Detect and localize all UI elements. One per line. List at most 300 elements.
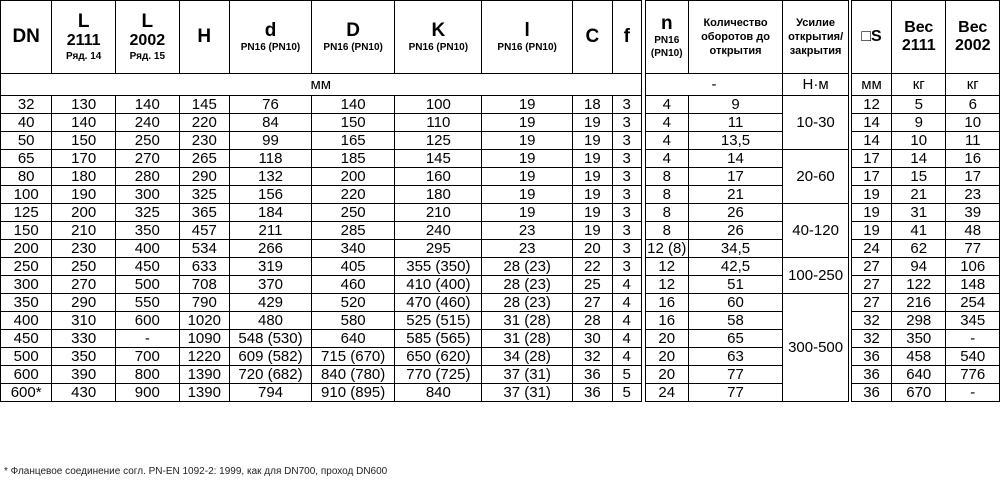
cell-c: 20 xyxy=(572,240,612,258)
cell-turns: 13,5 xyxy=(688,132,782,150)
cell-w1: 5 xyxy=(892,96,946,114)
cell-c: 25 xyxy=(572,276,612,294)
cell-k: 145 xyxy=(395,150,482,168)
cell-force: 10-30 xyxy=(783,96,849,150)
header-h xyxy=(179,1,229,74)
cell-k: 470 (460) xyxy=(395,294,482,312)
cell-w2: 39 xyxy=(946,204,1000,222)
cell-s: 19 xyxy=(852,222,892,240)
cell-k: 100 xyxy=(395,96,482,114)
cell-c: 19 xyxy=(572,168,612,186)
cell-l1: 250 xyxy=(52,258,116,276)
cell-l2: 325 xyxy=(115,204,179,222)
cell-D: 520 xyxy=(312,294,395,312)
cell-D: 150 xyxy=(312,114,395,132)
unit-kg-1: кг xyxy=(892,74,946,96)
cell-s: 32 xyxy=(852,330,892,348)
cell-f: 3 xyxy=(612,168,641,186)
cell-s: 14 xyxy=(852,132,892,150)
cell-n: 20 xyxy=(645,348,688,366)
cell-turns: 58 xyxy=(688,312,782,330)
cell-w1: 458 xyxy=(892,348,946,366)
cell-l: 19 xyxy=(482,186,572,204)
footnote: * Фланцевое соединение согл. PN-EN 1092-2: 1999, как для DN700, проход DN600 xyxy=(4,466,388,477)
cell-dn: 250 xyxy=(1,258,52,276)
cell-f: 4 xyxy=(612,348,641,366)
cell-w1: 21 xyxy=(892,186,946,204)
cell-d: 99 xyxy=(229,132,311,150)
cell-k: 210 xyxy=(395,204,482,222)
cell-f: 3 xyxy=(612,186,641,204)
cell-force: 20-60 xyxy=(783,150,849,204)
cell-d: 480 xyxy=(229,312,311,330)
cell-f: 3 xyxy=(612,240,641,258)
cell-w2: 10 xyxy=(946,114,1000,132)
cell-turns: 17 xyxy=(688,168,782,186)
cell-dn: 600* xyxy=(1,384,52,402)
cell-h: 1390 xyxy=(179,384,229,402)
cell-n: 8 xyxy=(645,204,688,222)
cell-D: 200 xyxy=(312,168,395,186)
cell-f: 4 xyxy=(612,276,641,294)
cell-n: 8 xyxy=(645,186,688,204)
header-k xyxy=(395,1,482,74)
header-d-label: d xyxy=(264,19,277,41)
cell-n: 8 xyxy=(645,168,688,186)
header-bigd-label: D xyxy=(346,19,360,41)
cell-f: 4 xyxy=(612,294,641,312)
cell-d: 211 xyxy=(229,222,311,240)
cell-l1: 200 xyxy=(52,204,116,222)
cell-d: 132 xyxy=(229,168,311,186)
cell-l: 19 xyxy=(482,132,572,150)
cell-s: 19 xyxy=(852,186,892,204)
cell-c: 30 xyxy=(572,330,612,348)
cell-k: 240 xyxy=(395,222,482,240)
cell-l: 37 (31) xyxy=(482,384,572,402)
cell-s: 14 xyxy=(852,114,892,132)
table-row xyxy=(1,96,1000,114)
cell-k: 840 xyxy=(395,384,482,402)
cell-l: 28 (23) xyxy=(482,258,572,276)
cell-turns: 65 xyxy=(688,330,782,348)
cell-h: 325 xyxy=(179,186,229,204)
cell-force: 40-120 xyxy=(783,204,849,258)
header-l-2111 xyxy=(52,1,116,74)
unit-mm-s: мм xyxy=(852,74,892,96)
cell-n: 4 xyxy=(645,150,688,168)
cell-l2: 270 xyxy=(115,150,179,168)
unit-nm: Н·м xyxy=(783,74,849,96)
cell-w1: 670 xyxy=(892,384,946,402)
cell-l1: 310 xyxy=(52,312,116,330)
cell-d: 319 xyxy=(229,258,311,276)
cell-c: 18 xyxy=(572,96,612,114)
cell-d: 429 xyxy=(229,294,311,312)
cell-w1: 122 xyxy=(892,276,946,294)
cell-n: 12 (8) xyxy=(647,239,687,257)
cell-D: 220 xyxy=(312,186,395,204)
header-d-small xyxy=(229,1,311,74)
header-l1-main: L xyxy=(77,10,90,32)
cell-k: 770 (725) xyxy=(395,366,482,384)
header-l1-row: Ряд. 14 xyxy=(65,50,102,62)
cell-s: 17 xyxy=(852,168,892,186)
cell-l2: 800 xyxy=(115,366,179,384)
header-h-label: H xyxy=(197,26,212,47)
cell-dn: 450 xyxy=(1,330,52,348)
units-row xyxy=(1,74,1000,96)
cell-dn: 600 xyxy=(1,366,52,384)
table-row xyxy=(1,294,1000,312)
cell-turns: 11 xyxy=(688,114,782,132)
header-k-sub: PN16 (PN10) xyxy=(408,41,469,53)
cell-dn: 150 xyxy=(1,222,52,240)
cell-w2: 148 xyxy=(946,276,1000,294)
cell-n: 16 xyxy=(645,312,688,330)
header-f xyxy=(612,1,641,74)
cell-w1: 41 xyxy=(892,222,946,240)
cell-l1: 140 xyxy=(52,114,116,132)
cell-l: 31 (28) xyxy=(482,330,572,348)
cell-d: 266 xyxy=(229,240,311,258)
cell-c: 36 xyxy=(572,384,612,402)
header-l-sub: PN16 (PN10) xyxy=(497,41,557,53)
header-turns xyxy=(688,1,782,74)
cell-D: 580 xyxy=(312,312,395,330)
header-dn xyxy=(1,1,52,74)
header-w1-sub: 2111 xyxy=(901,37,936,54)
header-l-small xyxy=(482,1,572,74)
header-force xyxy=(783,1,849,74)
cell-w2: 77 xyxy=(946,240,1000,258)
cell-c: 19 xyxy=(572,186,612,204)
cell-D: 910 (895) xyxy=(312,384,395,402)
cell-h: 534 xyxy=(179,240,229,258)
cell-l1: 150 xyxy=(52,132,116,150)
header-n-sub1: PN16 xyxy=(654,35,680,46)
cell-f: 3 xyxy=(612,96,641,114)
header-force-label: Усилие открытия/ закрытия xyxy=(788,17,844,57)
cell-k: 180 xyxy=(395,186,482,204)
cell-turns: 51 xyxy=(688,276,782,294)
cell-l: 19 xyxy=(482,204,572,222)
cell-w2: 17 xyxy=(946,168,1000,186)
cell-D: 250 xyxy=(312,204,395,222)
cell-turns: 34,5 xyxy=(688,240,782,258)
cell-n: 20 xyxy=(645,330,688,348)
header-c-label: C xyxy=(585,26,600,47)
cell-w2: 106 xyxy=(946,258,1000,276)
cell-h: 457 xyxy=(179,222,229,240)
cell-w1: 298 xyxy=(892,312,946,330)
cell-d: 184 xyxy=(229,204,311,222)
cell-w2: 6 xyxy=(946,96,1000,114)
cell-f: 3 xyxy=(612,132,641,150)
cell-turns: 77 xyxy=(688,384,782,402)
cell-l: 23 xyxy=(482,222,572,240)
cell-turns: 14 xyxy=(688,150,782,168)
cell-s: 27 xyxy=(852,294,892,312)
cell-dn: 500 xyxy=(1,348,52,366)
cell-w2: - xyxy=(946,384,1000,402)
cell-l1: 270 xyxy=(52,276,116,294)
cell-turns: 77 xyxy=(688,366,782,384)
cell-s: 32 xyxy=(852,312,892,330)
cell-d: 118 xyxy=(229,150,311,168)
cell-c: 28 xyxy=(572,312,612,330)
table-row xyxy=(1,276,1000,294)
header-f-label: f xyxy=(623,26,630,47)
cell-turns: 21 xyxy=(688,186,782,204)
cell-l: 19 xyxy=(482,168,572,186)
cell-D: 840 (780) xyxy=(312,366,395,384)
header-s-label: □S xyxy=(861,28,882,45)
cell-c: 36 xyxy=(572,366,612,384)
cell-h: 230 xyxy=(179,132,229,150)
unit-mm: мм xyxy=(1,74,642,96)
table-row xyxy=(1,384,1000,402)
cell-l: 31 (28) xyxy=(482,312,572,330)
header-n-label: n xyxy=(660,13,673,34)
cell-l: 28 (23) xyxy=(482,276,572,294)
cell-l2: 300 xyxy=(115,186,179,204)
cell-n: 20 xyxy=(645,366,688,384)
cell-d: 609 (582) xyxy=(229,348,311,366)
cell-w1: 10 xyxy=(892,132,946,150)
cell-l2: 450 xyxy=(115,258,179,276)
cell-w2: 345 xyxy=(946,312,1000,330)
cell-l1: 330 xyxy=(52,330,116,348)
header-w2-sub: 2002 xyxy=(954,37,991,54)
cell-h: 265 xyxy=(179,150,229,168)
cell-s: 17 xyxy=(852,150,892,168)
cell-force: 300-500 xyxy=(783,294,849,402)
cell-h: 145 xyxy=(179,96,229,114)
header-l2-sub: 2002 xyxy=(129,31,166,49)
cell-n: 4 xyxy=(645,96,688,114)
table-row xyxy=(1,222,1000,240)
cell-turns: 42,5 xyxy=(688,258,782,276)
cell-k: 410 (400) xyxy=(395,276,482,294)
header-l-label: l xyxy=(524,19,530,41)
cell-c: 19 xyxy=(572,150,612,168)
cell-l: 37 (31) xyxy=(482,366,572,384)
cell-k: 295 xyxy=(395,240,482,258)
cell-n: 16 xyxy=(645,294,688,312)
header-l2-row: Ряд. 15 xyxy=(129,50,166,62)
cell-f: 5 xyxy=(612,384,641,402)
header-k-label: K xyxy=(431,19,446,41)
cell-l2: 700 xyxy=(115,348,179,366)
header-l1-sub: 2111 xyxy=(66,31,101,49)
table-row xyxy=(1,150,1000,168)
header-turns-label: Количество оборотов до открытия xyxy=(701,17,770,57)
cell-D: 460 xyxy=(312,276,395,294)
unit-kg-2: кг xyxy=(946,74,1000,96)
header-weight-2002 xyxy=(946,1,1000,74)
cell-l1: 210 xyxy=(52,222,116,240)
cell-l1: 170 xyxy=(52,150,116,168)
cell-h: 1090 xyxy=(179,330,229,348)
header-bigd-sub: PN16 (PN10) xyxy=(323,41,383,53)
cell-n: 12 xyxy=(645,276,688,294)
cell-d: 76 xyxy=(229,96,311,114)
cell-D: 185 xyxy=(312,150,395,168)
cell-f: 3 xyxy=(612,258,641,276)
cell-d: 720 (682) xyxy=(229,366,311,384)
header-w2-main: Вес xyxy=(958,19,988,36)
header-d-big xyxy=(312,1,395,74)
cell-n: 24 xyxy=(645,384,688,402)
cell-l2: 350 xyxy=(115,222,179,240)
cell-w1: 14 xyxy=(892,150,946,168)
header-n-sub2: (PN10) xyxy=(650,48,683,59)
cell-dn: 400 xyxy=(1,312,52,330)
cell-w1: 62 xyxy=(892,240,946,258)
header-c xyxy=(572,1,612,74)
cell-w1: 31 xyxy=(892,204,946,222)
cell-n: 4 xyxy=(645,114,688,132)
cell-dn: 350 xyxy=(1,294,52,312)
cell-w1: 350 xyxy=(892,330,946,348)
cell-l: 19 xyxy=(482,150,572,168)
cell-D: 715 (670) xyxy=(312,348,395,366)
cell-D: 165 xyxy=(312,132,395,150)
table-row xyxy=(1,204,1000,222)
cell-D: 140 xyxy=(312,96,395,114)
cell-c: 19 xyxy=(572,204,612,222)
unit-dash: - xyxy=(645,74,783,96)
cell-D: 285 xyxy=(312,222,395,240)
cell-w2: 48 xyxy=(946,222,1000,240)
cell-f: 3 xyxy=(612,114,641,132)
cell-turns: 9 xyxy=(688,96,782,114)
cell-l2: 250 xyxy=(115,132,179,150)
cell-l: 28 (23) xyxy=(482,294,572,312)
cell-l: 34 (28) xyxy=(482,348,572,366)
cell-l1: 390 xyxy=(52,366,116,384)
header-n xyxy=(645,1,688,74)
table-row xyxy=(1,132,1000,150)
cell-dn: 40 xyxy=(1,114,52,132)
cell-l1: 180 xyxy=(52,168,116,186)
table-row xyxy=(1,258,1000,276)
cell-d: 156 xyxy=(229,186,311,204)
cell-dn: 65 xyxy=(1,150,52,168)
cell-c: 32 xyxy=(572,348,612,366)
cell-turns: 60 xyxy=(688,294,782,312)
cell-l1: 350 xyxy=(52,348,116,366)
cell-k: 355 (350) xyxy=(395,258,482,276)
cell-w2: 11 xyxy=(946,132,1000,150)
cell-h: 365 xyxy=(179,204,229,222)
cell-f: 3 xyxy=(612,150,641,168)
header-weight-2111 xyxy=(892,1,946,74)
cell-c: 27 xyxy=(572,294,612,312)
cell-l2: 400 xyxy=(115,240,179,258)
table-row xyxy=(1,312,1000,330)
cell-dn: 200 xyxy=(1,240,52,258)
table-row xyxy=(1,168,1000,186)
cell-k: 125 xyxy=(395,132,482,150)
cell-c: 19 xyxy=(572,114,612,132)
cell-n: 4 xyxy=(645,132,688,150)
cell-d: 370 xyxy=(229,276,311,294)
cell-w2: 23 xyxy=(946,186,1000,204)
cell-h: 1020 xyxy=(179,312,229,330)
cell-w1: 15 xyxy=(892,168,946,186)
cell-d: 84 xyxy=(229,114,311,132)
header-d-sub: PN16 (PN10) xyxy=(240,41,301,53)
cell-s: 27 xyxy=(852,258,892,276)
table-row xyxy=(1,186,1000,204)
cell-dn: 300 xyxy=(1,276,52,294)
cell-f: 3 xyxy=(612,204,641,222)
cell-l1: 430 xyxy=(52,384,116,402)
cell-f: 5 xyxy=(612,366,641,384)
cell-w1: 640 xyxy=(892,366,946,384)
cell-D: 405 xyxy=(312,258,395,276)
cell-w2: 540 xyxy=(946,348,1000,366)
cell-h: 708 xyxy=(179,276,229,294)
table-row xyxy=(1,114,1000,132)
cell-h: 1390 xyxy=(179,366,229,384)
cell-w2: 16 xyxy=(946,150,1000,168)
header-w1-main: Вес xyxy=(904,19,934,36)
cell-l1: 130 xyxy=(52,96,116,114)
cell-w2: - xyxy=(946,330,1000,348)
cell-D: 640 xyxy=(312,330,395,348)
cell-w2: 776 xyxy=(946,366,1000,384)
cell-s: 36 xyxy=(852,348,892,366)
cell-f: 4 xyxy=(612,312,641,330)
header-row xyxy=(1,1,1000,74)
cell-l2: - xyxy=(115,330,179,348)
cell-l1: 290 xyxy=(52,294,116,312)
cell-s: 27 xyxy=(852,276,892,294)
cell-l2: 500 xyxy=(115,276,179,294)
cell-c: 19 xyxy=(572,222,612,240)
cell-f: 4 xyxy=(612,330,641,348)
cell-dn: 80 xyxy=(1,168,52,186)
cell-d: 548 (530) xyxy=(229,330,311,348)
cell-k: 525 (515) xyxy=(395,312,482,330)
cell-d: 794 xyxy=(229,384,311,402)
table-row xyxy=(1,366,1000,384)
cell-l2: 600 xyxy=(115,312,179,330)
cell-h: 1220 xyxy=(179,348,229,366)
cell-h: 790 xyxy=(179,294,229,312)
table-row xyxy=(1,240,1000,258)
cell-h: 290 xyxy=(179,168,229,186)
cell-l: 19 xyxy=(482,96,572,114)
header-l-2002 xyxy=(115,1,179,74)
cell-n: 8 xyxy=(645,222,688,240)
cell-k: 160 xyxy=(395,168,482,186)
cell-l1: 190 xyxy=(52,186,116,204)
cell-s: 24 xyxy=(852,240,892,258)
cell-s: 12 xyxy=(852,96,892,114)
cell-w1: 9 xyxy=(892,114,946,132)
cell-h: 220 xyxy=(179,114,229,132)
cell-l: 23 xyxy=(482,240,572,258)
cell-w2: 254 xyxy=(946,294,1000,312)
cell-f: 3 xyxy=(612,222,641,240)
table-row xyxy=(1,348,1000,366)
cell-k: 585 (565) xyxy=(395,330,482,348)
cell-l2: 900 xyxy=(115,384,179,402)
